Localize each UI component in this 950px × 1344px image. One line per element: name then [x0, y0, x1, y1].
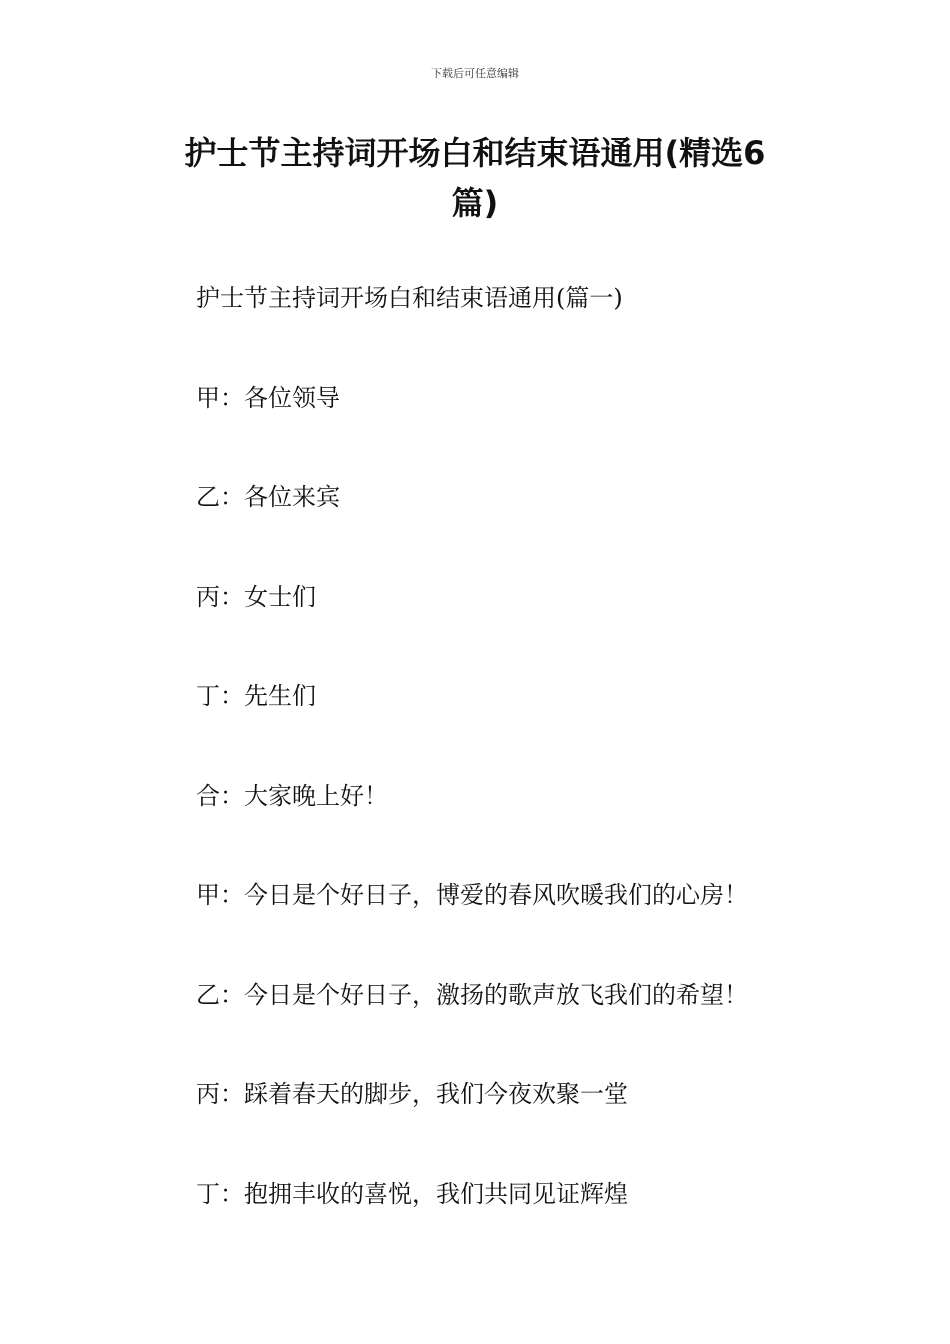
document-body — [196, 276, 836, 1271]
section-heading: 护士节主持词开场白和结束语通用(篇一) — [196, 284, 623, 312]
document-title-line-1: 护士节主持词开场白和结束语通用(精选6 — [184, 134, 766, 172]
dialogue-line: 丁：先生们 — [196, 682, 316, 710]
dialogue-line: 甲：今日是个好日子，博爱的春风吹暖我们的心房！ — [196, 881, 748, 909]
document-title — [140, 128, 810, 228]
dialogue-line: 合：大家晚上好！ — [196, 781, 388, 810]
document-title-line-2: 篇) — [451, 184, 499, 222]
dialogue-line: 甲：各位领导 — [196, 383, 340, 412]
dialogue-line: 乙：今日是个好日子，激扬的歌声放飞我们的希望！ — [196, 980, 748, 1009]
dialogue-line: 丁：抱拥丰收的喜悦，我们共同见证辉煌 — [196, 1179, 628, 1208]
dialogue-line: 丙：踩着春天的脚步，我们今夜欢聚一堂 — [196, 1080, 628, 1108]
dialogue-line: 乙：各位来宾 — [196, 483, 340, 511]
dialogue-line: 丙：女士们 — [196, 582, 316, 611]
header-note: 下载后可任意编辑 — [431, 67, 519, 80]
